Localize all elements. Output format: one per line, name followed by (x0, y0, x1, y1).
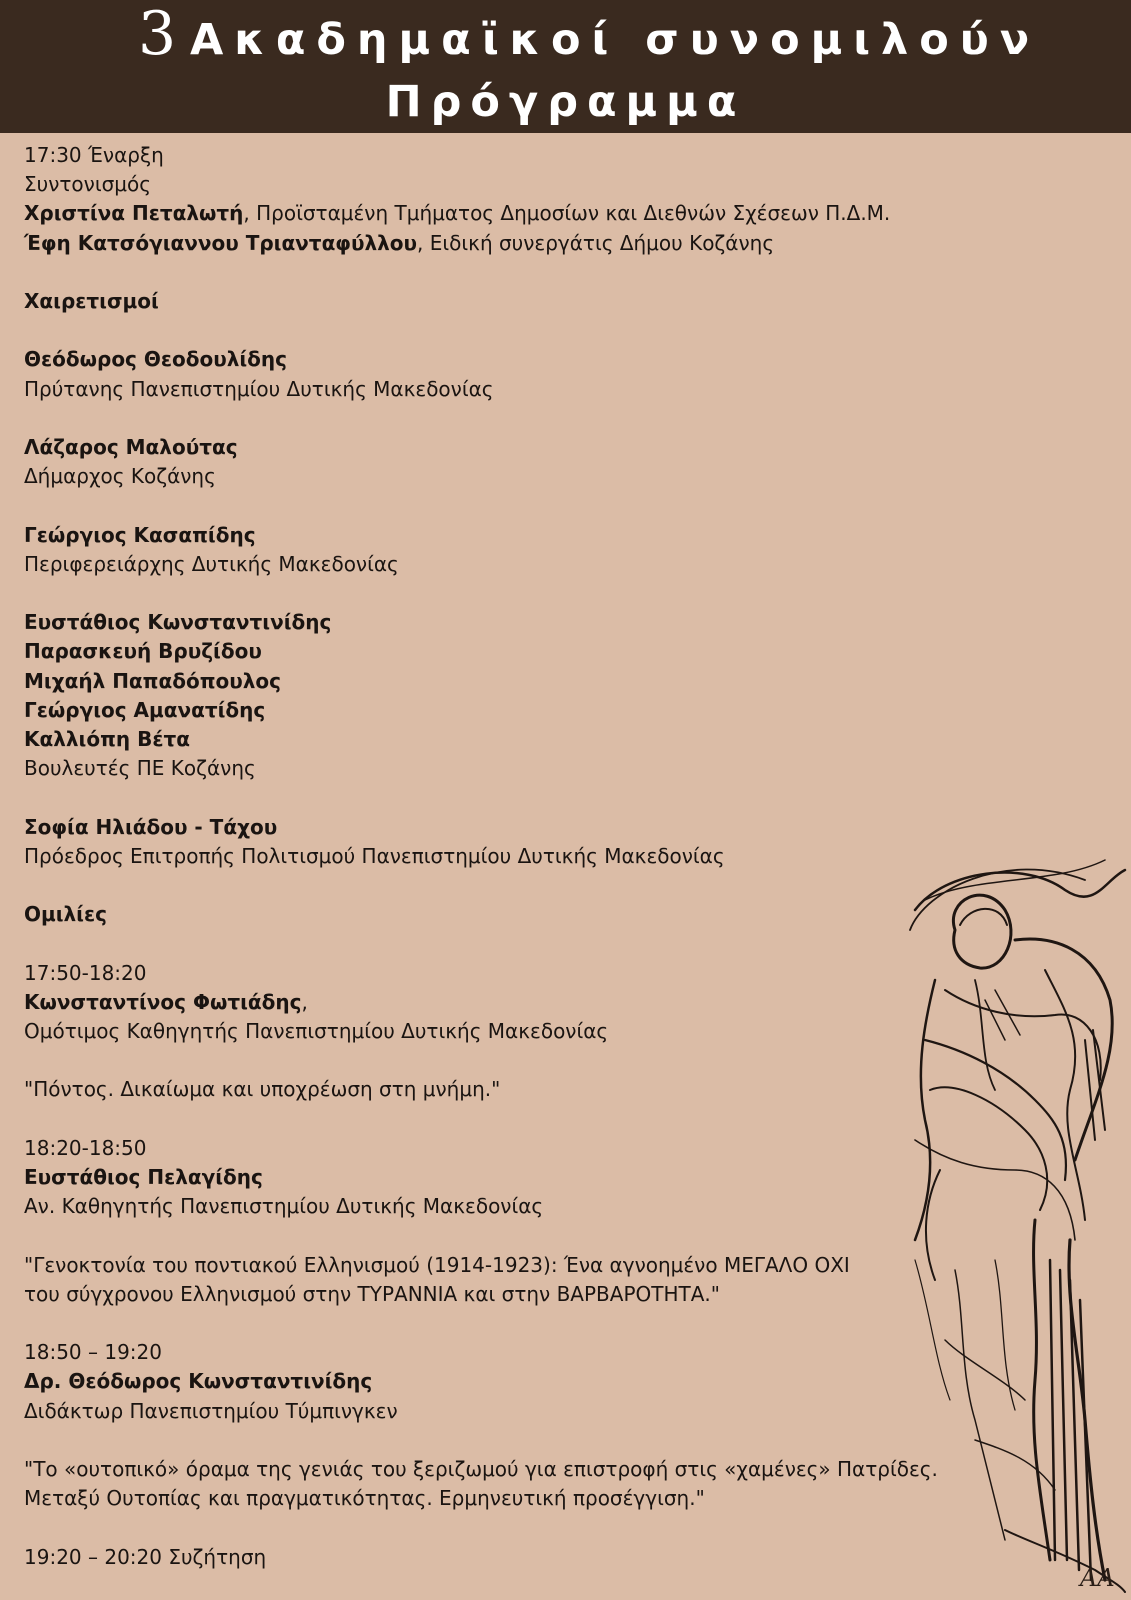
talk-speaker: Κωνσταντίνος Φωτιάδης (24, 989, 302, 1014)
greeter-name: Θεόδωρος Θεοδουλίδης (24, 347, 288, 372)
mp-role: Βουλευτές ΠΕ Κοζάνης (24, 756, 256, 781)
greetings-heading: Χαιρετισμοί (24, 289, 159, 313)
talk-speaker: Ευστάθιος Πελαγίδης (24, 1164, 263, 1189)
coordinator-role: , Προϊσταμένη Τμήματος Δημοσίων και Διεθνών Σχέσεων Π.Δ.Μ. (243, 201, 891, 226)
talk-title: "Πόντος. Δικαίωμα και υποχρέωση στη μνήμη." (24, 1077, 501, 1102)
talk-title: "Γενοκτονία του ποντιακού Ελληνισμού (1914-1923): Ένα αγνοημένο ΜΕΓΑΛΟ ΟΧΙ (24, 1252, 850, 1277)
charcoal-sketch-figure (855, 840, 1131, 1600)
opening-time: 17:30 Έναρξη (24, 143, 164, 167)
talk-title: Μεταξύ Ουτοπίας και πραγματικότητας. Ερμηνευτική προσέγγιση." (24, 1486, 705, 1511)
discussion-time: 19:20 – 20:20 Συζήτηση (24, 1544, 267, 1569)
event-title: Ακαδημαϊκοί συνομιλούν (190, 15, 1041, 65)
culture-chair-role: Πρόεδρος Επιτροπής Πολιτισμού Πανεπιστημίου Δυτικής Μακεδονίας (24, 843, 725, 868)
artist-signature: AA (1080, 1564, 1115, 1592)
event-number: 3 (138, 0, 177, 69)
mp-name: Παρασκευή Βρυζίδου (24, 639, 262, 664)
talk-title: του σύγχρονου Ελληνισμού στην ΤΥΡΑΝΝΙΑ και στην ΒΑΡΒΑΡΟΤΗΤΑ." (24, 1281, 720, 1306)
talk-speaker-suffix: , (301, 989, 308, 1014)
mp-name: Καλλιόπη Βέτα (24, 726, 190, 751)
talk-speaker: Δρ. Θεόδωρος Κωνσταντινίδης (24, 1369, 373, 1394)
talks-heading: Ομιλίες (24, 902, 107, 927)
talk-speaker-role: Διδάκτωρ Πανεπιστημίου Τύμπινγκεν (24, 1398, 398, 1423)
talk-title: "Το «ουτοπικό» όραμα της γενιάς του ξεριζωμού για επιστροφή στις «χαμένες» Πατρίδες. (24, 1456, 938, 1481)
coordinator-role: , Ειδική συνεργάτις Δήμου Κοζάνης (417, 230, 775, 255)
mp-name: Γεώργιος Αμανατίδης (24, 697, 266, 722)
header-banner (0, 0, 1131, 133)
talk-speaker-role: Ομότιμος Καθηγητής Πανεπιστημίου Δυτικής Μακεδονίας (24, 1018, 609, 1043)
talk-time: 18:50 – 19:20 (24, 1340, 162, 1365)
greeter-name: Λάζαρος Μαλούτας (24, 434, 238, 459)
coordinator-name: Έφη Κατσόγιαννου Τριανταφύλλου (24, 230, 418, 255)
greeter-role: Πρύτανης Πανεπιστημίου Δυτικής Μακεδονίας (24, 376, 494, 401)
page-title: Πρόγραμμα (385, 77, 746, 127)
mp-name: Μιχαήλ Παπαδόπουλος (24, 668, 282, 693)
culture-chair-name: Σοφία Ηλιάδου - Τάχου (24, 814, 278, 839)
talk-time: 18:20-18:50 (24, 1135, 147, 1160)
coordinator-2 (24, 229, 904, 258)
greeter-name: Γεώργιος Κασαπίδης (24, 522, 256, 547)
coordinator-name: Χριστίνα Πεταλωτή (24, 201, 244, 226)
talk-speaker-line (24, 988, 904, 1017)
coordination-label: Συντονισμός (24, 172, 151, 197)
talk-time: 17:50-18:20 (24, 960, 147, 985)
mp-name: Ευστάθιος Κωνσταντινίδης (24, 610, 332, 635)
talk-speaker-role: Αν. Καθηγητής Πανεπιστημίου Δυτικής Μακεδονίας (24, 1194, 544, 1219)
coordinator-1 (24, 199, 904, 228)
greeter-role: Δήμαρχος Κοζάνης (24, 464, 216, 489)
program-content (24, 141, 938, 1572)
greeter-role: Περιφερειάρχης Δυτικής Μακεδονίας (24, 551, 399, 576)
